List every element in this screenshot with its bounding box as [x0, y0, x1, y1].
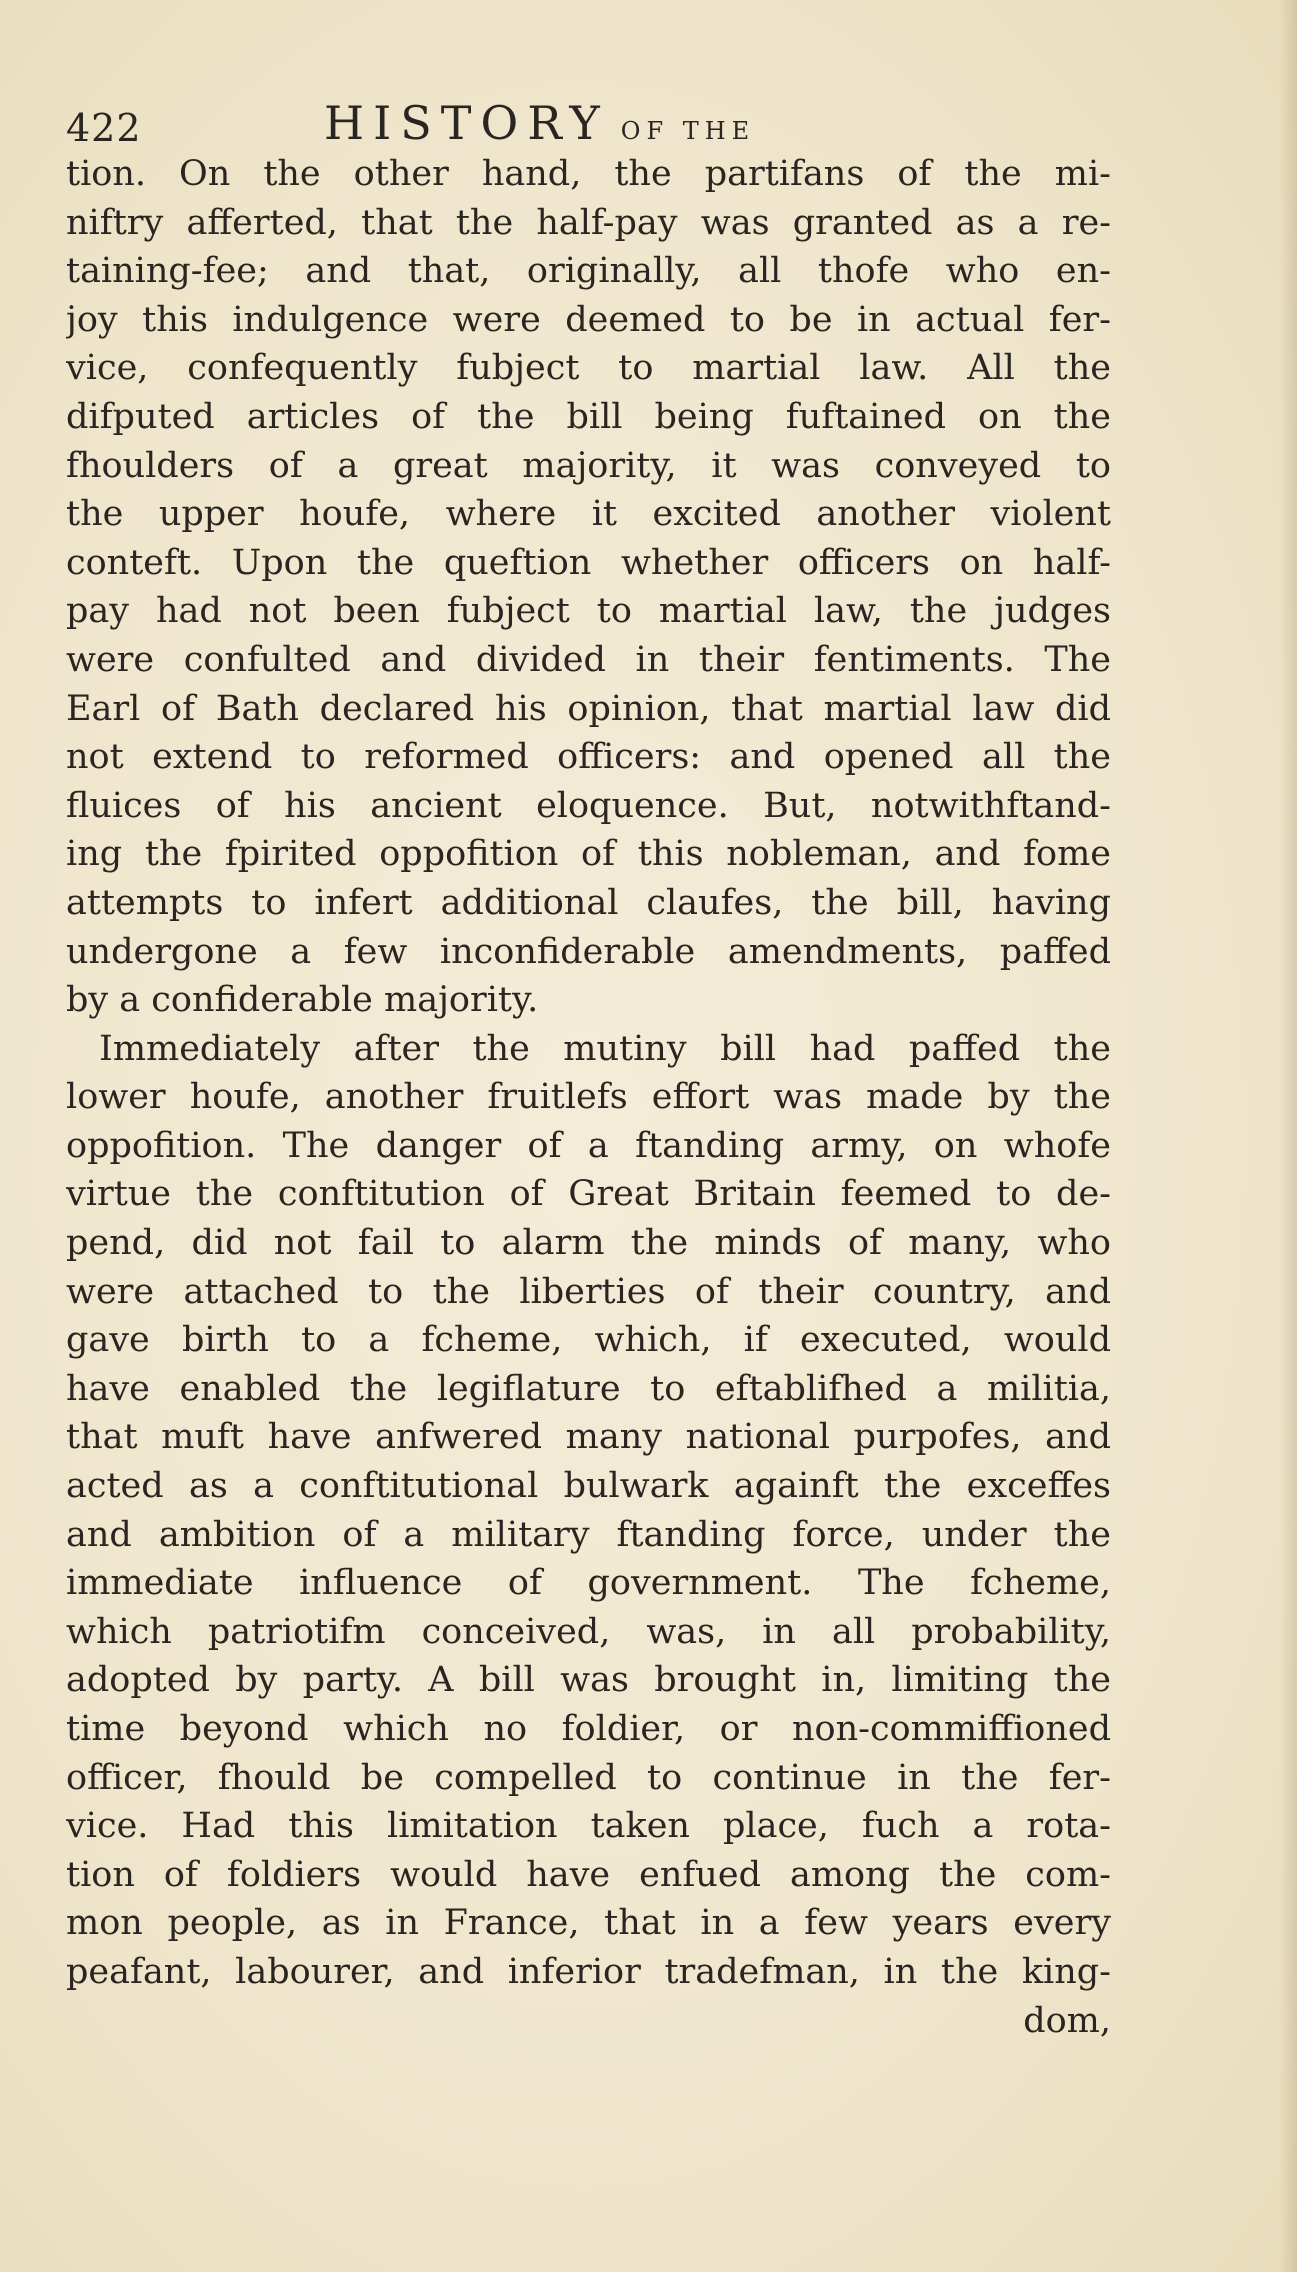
- paragraph-last-line: by a confiderable majority.: [66, 980, 539, 1021]
- text-line: joy this indulgence were deemed to be in actual fer-: [66, 299, 1111, 340]
- page-edge-shadow: [1279, 0, 1297, 2272]
- text-line: fhoulders of a great majority, it was conveyed to: [66, 445, 1111, 486]
- text-line: oppofition. The danger of a ftanding army, on whofe: [66, 1125, 1111, 1166]
- running-head-title: HISTORY: [324, 96, 609, 150]
- text-line: vice, confequently fubject to martial law. All the: [66, 348, 1111, 389]
- text-line: mon people, as in France, that in a few years every: [66, 1903, 1111, 1944]
- text-line: gave birth to a fcheme, which, if executed, would: [66, 1320, 1111, 1361]
- text-line: were confulted and divided in their fentiments. The: [66, 639, 1111, 680]
- body-text: [66, 150, 1111, 2045]
- page-header: [66, 96, 1126, 156]
- text-line: difputed articles of the bill being fuftained on the: [66, 396, 1111, 437]
- text-line: pend, did not fail to alarm the minds of many, who: [66, 1223, 1111, 1264]
- text-line: pay had not been fubject to martial law, the judges: [66, 591, 1111, 632]
- text-line: ing the fpirited oppofition of this nobleman, and fome: [66, 834, 1111, 875]
- text-line: that muft have anfwered many national purpofes, and: [66, 1417, 1111, 1458]
- text-line: officer, fhould be compelled to continue in the fer-: [66, 1757, 1111, 1798]
- text-line: adopted by party. A bill was brought in, limiting the: [66, 1660, 1111, 1701]
- text-line: tion of foldiers would have enfued among the com-: [66, 1854, 1111, 1895]
- text-line: which patriotifm conceived, was, in all probability,: [66, 1611, 1111, 1652]
- text-line: fluices of his ancient eloquence. But, notwithftand-: [66, 785, 1111, 826]
- text-line: attempts to infert additional claufes, the bill, having: [66, 882, 1111, 923]
- running-head: [324, 96, 755, 150]
- text-line: lower houfe, another fruitlefs effort was made by the: [66, 1077, 1111, 1118]
- paragraph-first-line: Immediately after the mutiny bill had paffed the: [99, 1028, 1111, 1069]
- text-line: virtue the conftitution of Great Britain feemed to de-: [66, 1174, 1111, 1215]
- text-line: Earl of Bath declared his opinion, that martial law did: [66, 688, 1111, 729]
- text-line: tion. On the other hand, the partifans of the mi-: [66, 154, 1111, 194]
- page-number: 422: [66, 106, 142, 150]
- text-line: taining-fee; and that, originally, all thofe who en-: [66, 251, 1111, 292]
- text-line: and ambition of a military ftanding force, under the: [66, 1514, 1111, 1555]
- text-line: peafant, labourer, and inferior tradefman, in the king-: [66, 1951, 1111, 1992]
- text-line: have enabled the legiflature to eftablifhed a militia,: [66, 1368, 1111, 1409]
- running-head-connective: OF THE: [620, 117, 756, 145]
- text-line: the upper houfe, where it excited another violent: [66, 494, 1111, 535]
- text-line: undergone a few inconfiderable amendments, paffed: [66, 931, 1111, 972]
- text-line: not extend to reformed officers: and opened all the: [66, 737, 1111, 778]
- text-line: niftry afferted, that the half-pay was granted as a re-: [66, 202, 1111, 243]
- text-line: time beyond which no foldier, or non-commiffioned: [66, 1709, 1111, 1749]
- text-line: immediate influence of government. The fcheme,: [66, 1563, 1111, 1604]
- catchword: dom,: [1023, 2000, 1111, 2041]
- text-line: acted as a conftitutional bulwark againft the exceffes: [66, 1466, 1111, 1507]
- text-line: conteft. Upon the queftion whether officers on half-: [66, 542, 1111, 583]
- text-line: vice. Had this limitation taken place, fuch a rota-: [66, 1806, 1111, 1847]
- text-line: were attached to the liberties of their country, and: [66, 1271, 1111, 1312]
